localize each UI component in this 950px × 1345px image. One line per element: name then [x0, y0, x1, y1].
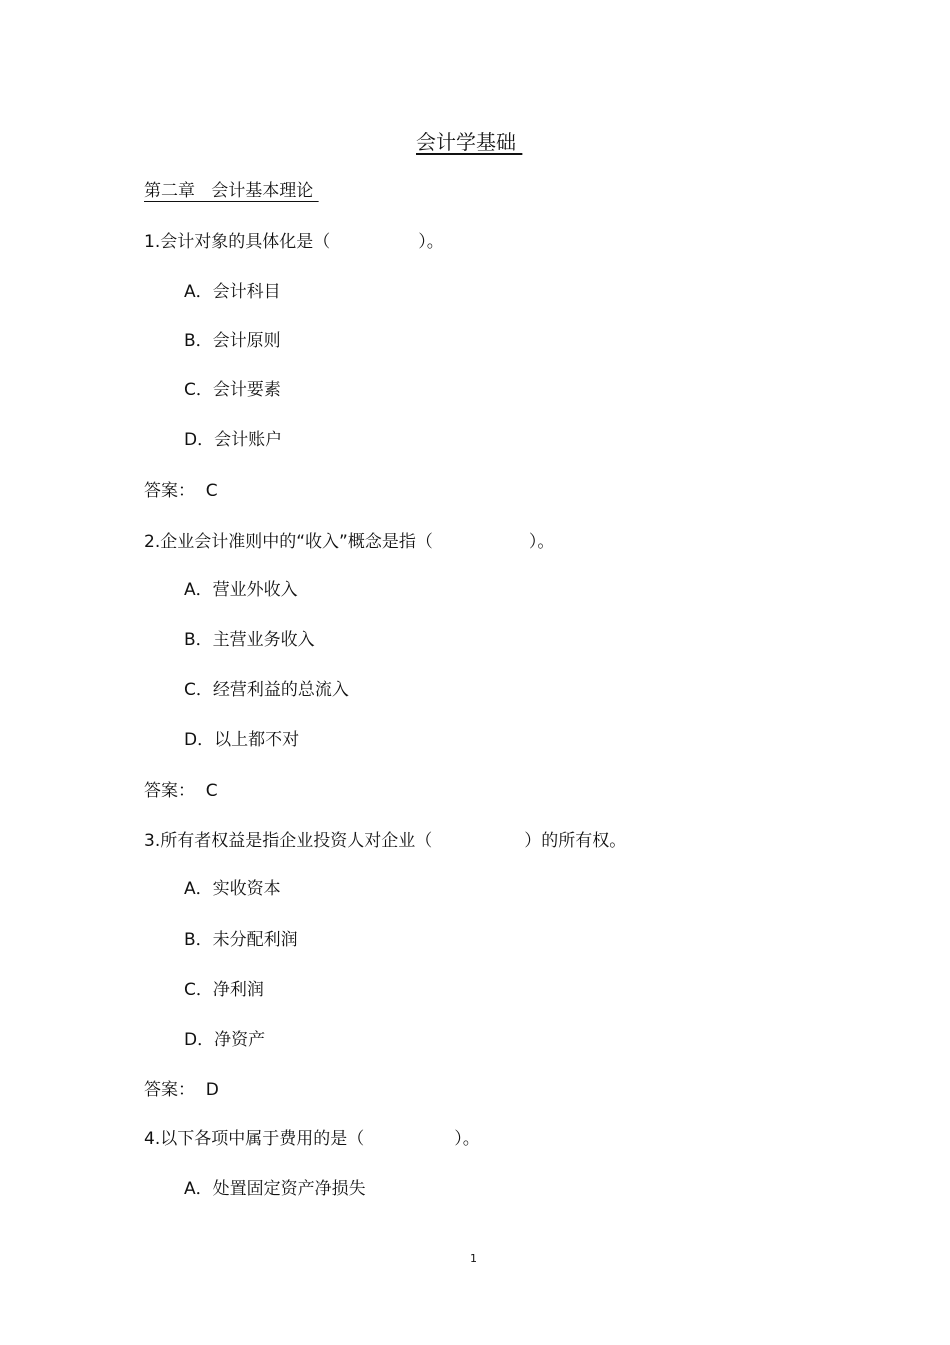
question-3-option-d: D．净资产: [184, 1030, 266, 1050]
question-3-answer: 答案： D: [144, 1080, 219, 1100]
question-1-option-b: B．会计原则: [184, 331, 281, 351]
question-1-option-d: D．会计账户: [184, 430, 283, 450]
question-stem-text: 1.会计对象的具体化是（: [144, 232, 331, 252]
question-stem-end: ）。: [528, 532, 555, 552]
question-3-option-c: C．净利润: [184, 980, 264, 1000]
document-title: 会计学基础: [416, 130, 523, 154]
question-stem-end: ）。: [454, 1129, 480, 1149]
question-4-option-a: A．处置固定资产净损失: [184, 1179, 366, 1199]
question-1-answer: 答案： C: [144, 481, 218, 501]
question-2-option-a: A．营业外收入: [184, 580, 298, 600]
question-3-option-a: A．实收资本: [184, 879, 281, 899]
question-stem-end: ）的所有权。: [524, 831, 627, 851]
question-2-option-d: D．以上都不对: [184, 730, 300, 750]
question-stem-text: 4.以下各项中属于费用的是（: [144, 1129, 365, 1149]
question-stem-text: 2.企业会计准则中的“收入”概念是指（: [144, 532, 433, 552]
question-1-option-a: A．会计科目: [184, 282, 281, 302]
question-3-option-b: B．未分配利润: [184, 930, 298, 950]
question-2-stem: [144, 530, 554, 554]
question-stem-end: ）。: [418, 232, 444, 252]
page-number: 1: [470, 1252, 477, 1265]
question-2-option-b: B．主营业务收入: [184, 630, 315, 650]
question-2-option-c: C．经营利益的总流入: [184, 680, 349, 700]
question-3-stem: [144, 829, 626, 853]
chapter-heading: 第二章 会计基本理论: [144, 181, 319, 201]
question-1-option-c: C．会计要素: [184, 380, 281, 400]
question-4-stem: [144, 1127, 480, 1151]
question-stem-text: 3.所有者权益是指企业投资人对企业（: [144, 831, 433, 851]
question-2-answer: 答案： C: [144, 781, 218, 801]
question-1-stem: [144, 230, 444, 254]
